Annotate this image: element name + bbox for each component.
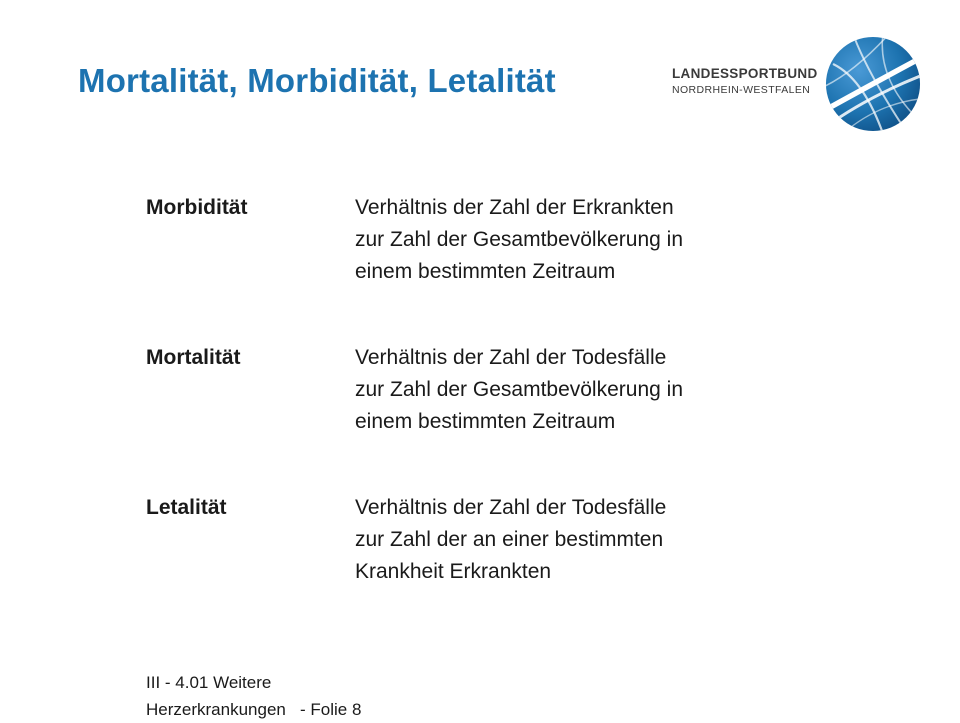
logo-line-2: NORDRHEIN-WESTFALEN	[672, 84, 811, 96]
definition-text: Verhältnis der Zahl der Todesfälle zur Zahl der an einer bestimmten Krankheit Erkrankten	[355, 496, 667, 583]
definition-term: Morbidität	[146, 196, 248, 219]
slide-title: Mortalität, Morbidität, Letalität	[78, 62, 556, 99]
logo-line-1: LANDESSPORTBUND	[672, 66, 818, 81]
definition-term: Mortalität	[146, 346, 241, 369]
definition-text: Verhältnis der Zahl der Erkrankten zur Zahl der Gesamtbevölkerung in einem bestimmten Zeitraum	[355, 196, 683, 283]
definition-row-letalitaet	[146, 492, 846, 642]
landessportbund-emblem-icon	[824, 34, 922, 134]
definition-text: Verhältnis der Zahl der Todesfälle zur Zahl der Gesamtbevölkerung in einem bestimmten Zeitraum	[355, 346, 683, 433]
logo-wordmark	[672, 66, 822, 96]
landessportbund-logo	[672, 34, 924, 134]
definition-row-morbiditaet	[146, 192, 846, 342]
definition-term: Letalität	[146, 496, 227, 519]
definitions-list	[146, 192, 846, 642]
definition-row-mortalitaet	[146, 342, 846, 492]
slide-footer: III - 4.01 Weitere Herzerkrankungen - Folie 8	[146, 673, 362, 719]
